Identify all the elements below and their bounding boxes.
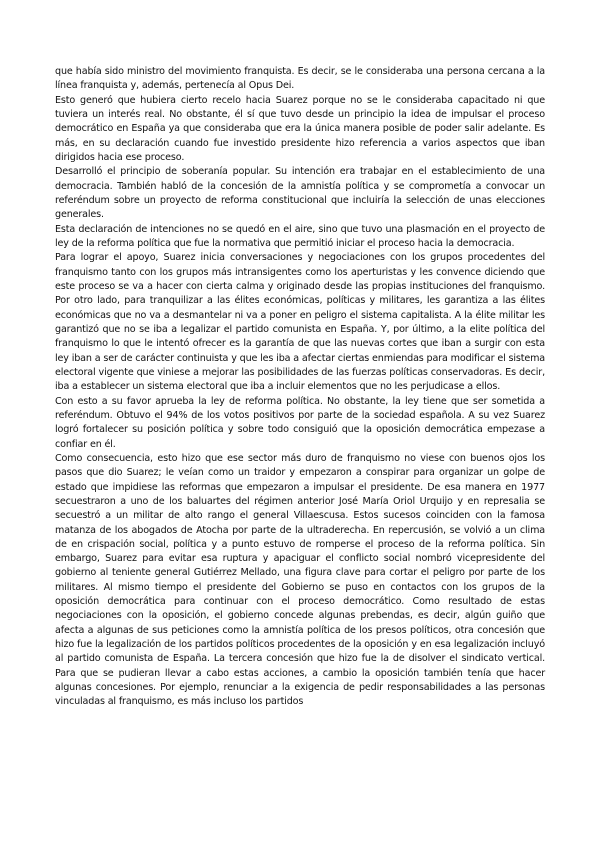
paragraph-5: Para lograr el apoyo, Suarez inicia conversaciones y negociaciones con los grupos procedentes del franquismo tanto con los grupos más intransigentes como los aperturistas y les convence diciendo que este proceso se va a hacer con cierta calma y originado desde las propias instituciones del franquismo. Por otro lado, para tranquilizar a las élites económicas, políticas y militares, les garantiza a las élites económicas que no va a desmantelar ni va a poner en peligro el sistema capitalista. A la élite militar les garantizó que no se iba a legalizar el partido comunista en España. Y, por último, a la elite política del franquismo lo que le intentó ofrecer es la garantía de que las nuevas cortes que iban a surgir con esta ley iban a ser de carácter continuista y que les iba a afectar ciertas enmiendas para modificar el sistema electoral vigente que viniese a mejorar las posibilidades de las fuerzas políticas conservadoras. Es decir, iba a establecer un sistema electoral que iba a incluir elementos que no les perjudicase a ellos. [55, 252, 545, 393]
paragraph-6: Con esto a su favor aprueba la ley de reforma política. No obstante, la ley tiene que ser sometida a referéndum. Obtuvo el 94% de los votos positivos por parte de la sociedad española. A su vez Suarez logró fortalecer su posición política y sobre todo consiguió que la oposición democrática empezase a confiar en él. [55, 395, 545, 450]
paragraph-3: Desarrolló el principio de soberanía popular. Su intención era trabajar en el establecimiento de una democracia. También habló de la concesión de la amnistía política y se comprometía a convocar un referéndum sobre un proyecto de reforma constitucional que incluiría la selección de unas elecciones generales. [55, 166, 545, 221]
paragraph-1: que había sido ministro del movimiento franquista. Es decir, se le consideraba una persona cercana a la línea franquista y, además, pertenecía al Opus Dei. [55, 66, 545, 92]
paragraph-7: Como consecuencia, esto hizo que ese sector más duro de franquismo no viese con buenos ojos los pasos que dio Suarez; le veían como un traidor y empezaron a conspirar para organizar un golpe de estado que impidiese las reformas que empezaron a impulsar el presidente. De esa manera en 1977 secuestraron a uno de los baluartes del régimen anterior José María Oriol Urquijo y en represalia se secuestró a un militar de alto rango el general Villaescusa. Estos sucesos coinciden con la famosa matanza de los abogados de Atocha por parte de la ultraderecha. En repercusión, se volvió a un clima de en crispación social, política y a punto estuvo de romperse el proceso de la reforma política. Sin embargo, Suarez para evitar esa ruptura y apaciguar el conflicto social nombró vicepresidente del gobierno al teniente general Gutiérrez Mellado, una figura clave para cortar el peligro por parte de los militares. Al mismo tiempo el presidente del Gobierno se puso en contactos con los grupos de la oposición democrática para continuar con el proceso democrático. Como resultado de estas negociaciones con la oposición, el gobierno concede algunas prebendas, es decir, algún guiño que afecta a algunas de sus peticiones como la amnistía política de los presos políticos, otra concesión que hizo fue la legalización de los partidos políticos procedentes de la oposición y en esa legalización incluyó al partido comunista de España. La tercera concesión que hizo fue la de disolver el sindicato vertical. Para que se pudieran llevar a cabo estas acciones, a cambio la oposición también tenía que hacer algunas concesiones. Por ejemplo, renunciar a la exigencia de pedir responsabilidades a las personas vinculadas al franquismo, es más incluso los partidos [55, 452, 545, 708]
paragraph-4: Esta declaración de intenciones no se quedó en el aire, sino que tuvo una plasmación en el proyecto de ley de la reforma política que fue la normativa que permitió iniciar el proceso hacia la democracia. [55, 223, 545, 249]
document-body [55, 65, 545, 710]
paragraph-2: Esto generó que hubiera cierto recelo hacia Suarez porque no se le consideraba capacitado ni que tuviera un interés real. No obstante, él sí que tuvo desde un principio la idea de impulsar el proceso democrático en España ya que consideraba que era la única manera posible de poder salir adelante. Es más, en su declaración cuando fue investido presidente hizo referencia a varios aspectos que iban dirigidos hacia ese proceso. [55, 94, 545, 163]
